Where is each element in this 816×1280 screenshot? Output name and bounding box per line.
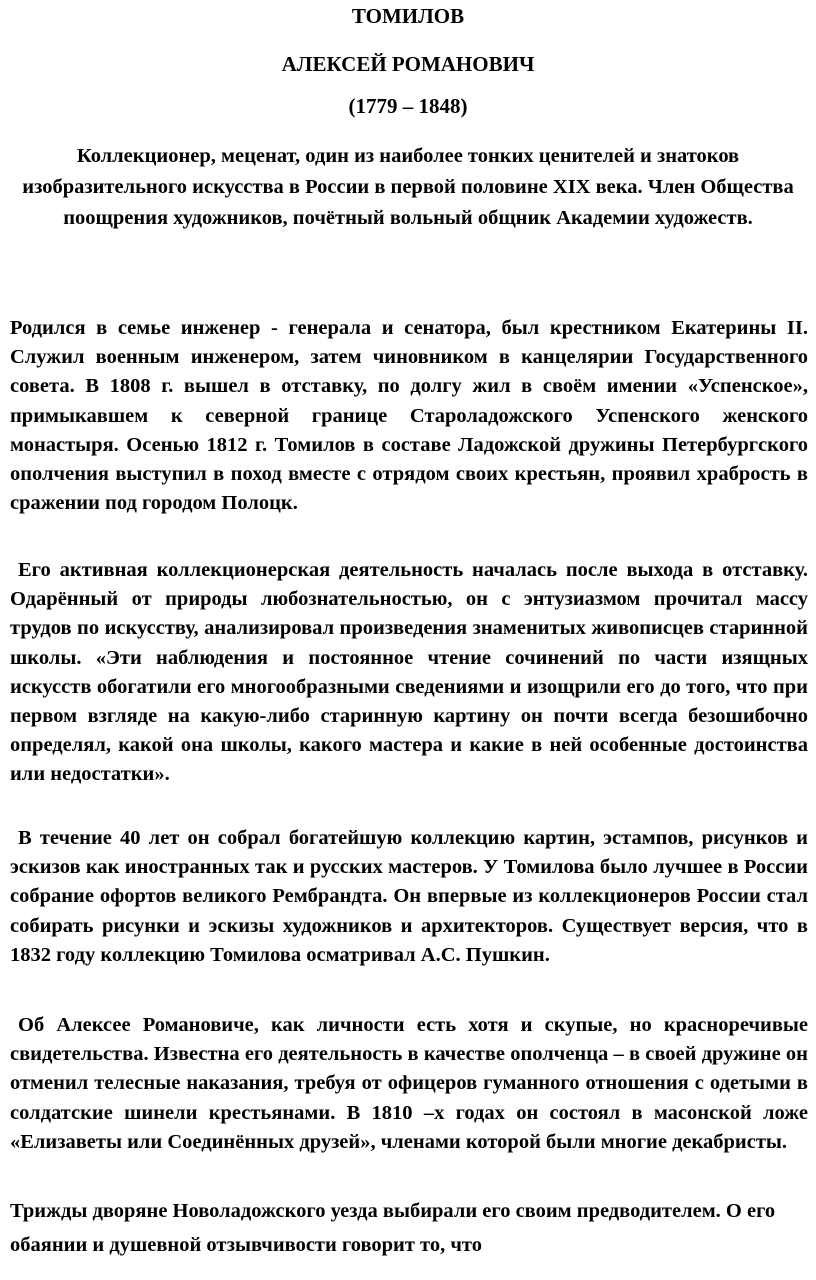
biography-paragraph-2: Его активная коллекционерская деятельность началась после выхода в отставку. Одарённый от природы любознательностью, он с энтузиазмом прочитал массу трудов по искусству, анализировал произведения знаменитых живописцев старинной школы. «Эти наблюдения и постоянное чтение сочинений по части изящных искусств обогатили его многообразными сведениями и изощрили его до того, что при первом взгляде на какую-либо старинную картину он почти всегда безошибочно определял, какой она школы, какого мастера и какие в ней особенные достоинства или недостатки». [10, 559, 808, 786]
biography-paragraph-4: Об Алексее Романовиче, как личности есть хотя и скупые, но красноречивые свидетельства. Известна его деятельность в качестве ополченца – в своей дружине он отменил телесные наказания, требуя от офицеров гуманного отношения с одетыми в солдатские шинели крестьянами. В 1810 –х годах он состоял в масонской ложе «Елизаветы или Соединённых друзей», членами которой были многие декабристы. [10, 1014, 808, 1153]
full-name-heading: АЛЕКСЕЙ РОМАНОВИЧ [281, 52, 535, 76]
biography-paragraph-1: Родился в семье инженер - генерала и сенатора, был крестником Екатерины II. Служил военным инженером, затем чиновником в канцелярии Государственного совета. В 1808 г. вышел в отставку, по долгу жил в своём имении «Успенское», примыкавшем к северной границе Староладожского Успенского женского монастыря. Осенью 1812 г. Томилов в составе Ладожской дружины Петербургского ополчения выступил в поход вместе с отрядом своих крестьян, проявил храбрость в сражении под городом Полоцк. [10, 317, 808, 515]
surname-heading: ТОМИЛОВ [351, 4, 465, 28]
life-years: (1779 – 1848) [348, 94, 468, 118]
biography-paragraph-3: В течение 40 лет он собрал богатейшую коллекцию картин, эстампов, рисунков и эскизов как иностранных так и русских мастеров. У Томилова было лучшее в России собрание офортов великого Рембрандта. Он впервые из коллекционеров России стал собирать рисунки и эскизы художников и архитекторов. Существует версия, что в 1832 году коллекцию Томилова осматривал А.С. Пушкин. [10, 827, 808, 966]
summary-paragraph: Коллекционер, меценат, один из наиболее тонких ценителей и знатоков изобразительного искусства в России в первой половине XIX века. Член Общества поощрения художников, почётный вольный общник Академии художеств. [22, 145, 794, 229]
biography-paragraph-5: Трижды дворяне Новоладожского уезда выбирали его своим предводителем. О его обаянии и душевной отзывчивости говорит то, что [10, 1200, 776, 1256]
